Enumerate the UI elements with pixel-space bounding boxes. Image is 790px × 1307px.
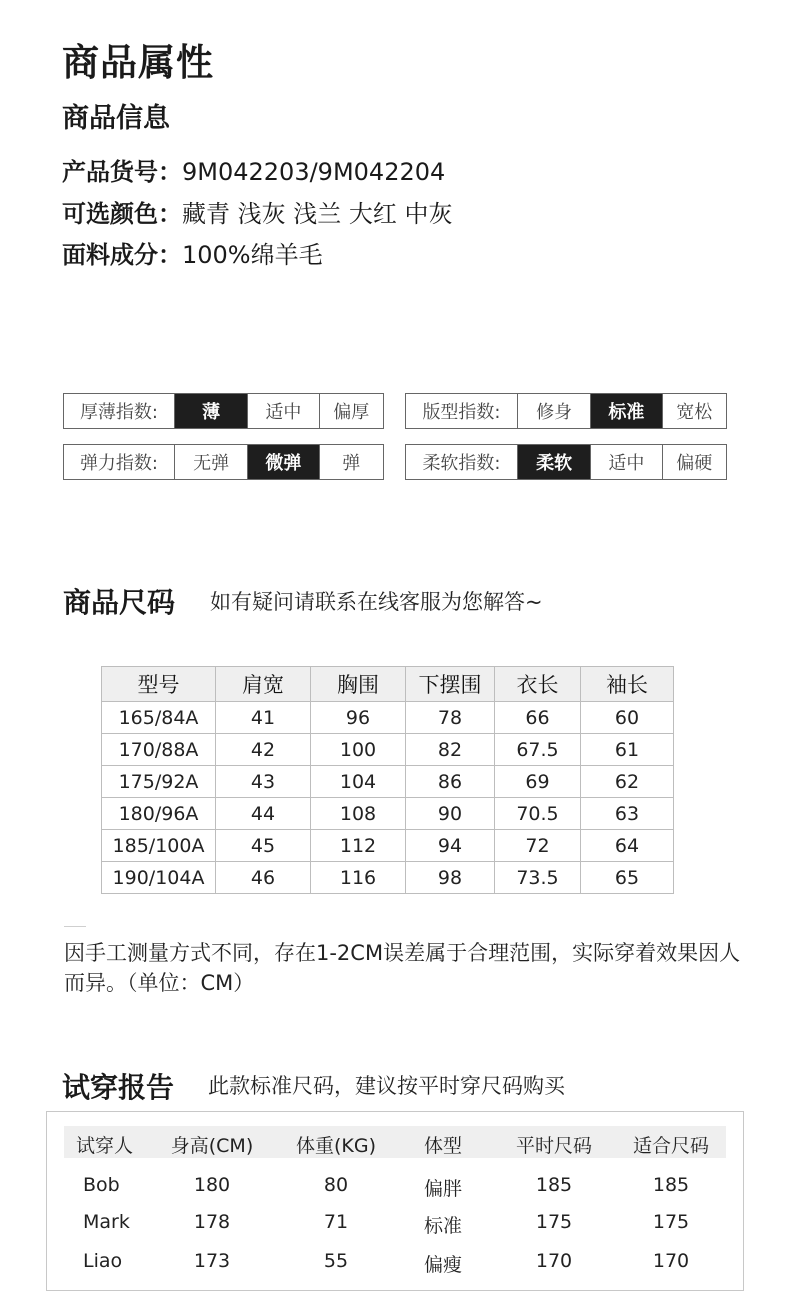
fitting-header-cell: 身高(CM): [170, 1135, 254, 1157]
size-cell: 46: [216, 862, 311, 894]
size-cell: 116: [311, 862, 406, 894]
index-thickness: [63, 393, 384, 429]
index-option: 微弹: [247, 445, 318, 479]
size-table-row: [102, 862, 674, 894]
index-label: 柔软指数:: [422, 453, 501, 474]
size-cell: 61: [581, 734, 674, 766]
index-option: 薄: [174, 394, 247, 428]
size-cell: 44: [216, 798, 311, 830]
size-table: [101, 666, 674, 894]
fitting-cell: 185: [535, 1174, 573, 1196]
size-cell: 104: [311, 766, 406, 798]
fitting-header-cell: 适合尺码: [632, 1135, 710, 1157]
size-cell: 73.5: [495, 862, 581, 894]
size-cell: 72: [495, 830, 581, 862]
size-cell: 69: [495, 766, 581, 798]
attr-sku: [62, 152, 445, 187]
size-cell: 100: [311, 734, 406, 766]
size-header-cell: 衣长: [495, 667, 581, 702]
attr-label: 可选颜色：: [62, 200, 182, 228]
size-cell: 41: [216, 702, 311, 734]
index-softness: [405, 444, 727, 480]
index-option: 标准: [590, 394, 661, 428]
size-table-row: [102, 734, 674, 766]
index-option: 偏硬: [662, 445, 726, 479]
size-cell: 66: [495, 702, 581, 734]
attr-fabric: [62, 235, 323, 270]
size-cell: 43: [216, 766, 311, 798]
index-fit: [405, 393, 727, 429]
attr-value: 藏青 浅灰 浅兰 大红 中灰: [182, 200, 453, 228]
index-option: 无弹: [174, 445, 247, 479]
attr-label: 产品货号：: [62, 158, 182, 186]
size-header-cell: 下摆围: [406, 667, 495, 702]
size-cell: 108: [311, 798, 406, 830]
fitting-header-cell: 体型: [423, 1135, 463, 1157]
index-option: 修身: [517, 394, 590, 428]
size-cell: 98: [406, 862, 495, 894]
size-cell: 175/92A: [102, 766, 216, 798]
size-table-row: [102, 830, 674, 862]
size-subtitle: 如有疑问请联系在线客服为您解答~: [210, 590, 543, 614]
index-option: 适中: [247, 394, 318, 428]
size-cell: 70.5: [495, 798, 581, 830]
size-cell: 165/84A: [102, 702, 216, 734]
fitting-cell: 标准: [423, 1215, 463, 1237]
size-cell: 94: [406, 830, 495, 862]
fitting-header-cell: 试穿人: [76, 1135, 134, 1157]
attr-colors: [62, 194, 453, 229]
fitting-cell: 178: [193, 1211, 231, 1233]
index-label: 弹力指数:: [79, 453, 159, 474]
divider: [64, 926, 86, 927]
size-header-cell: 型号: [102, 667, 216, 702]
fitting-cell: Bob: [83, 1174, 120, 1196]
size-cell: 67.5: [495, 734, 581, 766]
index-option: 宽松: [662, 394, 726, 428]
index-option: 适中: [590, 445, 661, 479]
fitting-subtitle: 此款标准尺码，建议按平时穿尺码购买: [208, 1074, 565, 1098]
size-cell: 96: [311, 702, 406, 734]
size-cell: 63: [581, 798, 674, 830]
index-label: 厚薄指数:: [79, 402, 159, 423]
fitting-cell: 55: [323, 1250, 349, 1272]
size-table-row: [102, 766, 674, 798]
info-heading: 商品信息: [62, 103, 170, 134]
size-cell: 170/88A: [102, 734, 216, 766]
size-title: 商品尺码: [63, 586, 176, 619]
fitting-header-bar: [64, 1126, 726, 1158]
size-cell: 42: [216, 734, 311, 766]
fitting-cell: 71: [323, 1211, 349, 1233]
attr-value: 100%绵羊毛: [182, 241, 323, 269]
size-cell: 190/104A: [102, 862, 216, 894]
index-option: 偏厚: [319, 394, 383, 428]
index-option: 柔软: [517, 445, 590, 479]
size-cell: 112: [311, 830, 406, 862]
fitting-cell: Mark: [83, 1211, 130, 1233]
index-label: 版型指数:: [422, 402, 501, 423]
fitting-cell: 170: [535, 1250, 573, 1272]
page-title: 商品属性: [62, 41, 214, 84]
fitting-cell: 175: [652, 1211, 690, 1233]
index-option: 弹: [319, 445, 383, 479]
fitting-cell: 173: [193, 1250, 231, 1272]
size-cell: 64: [581, 830, 674, 862]
size-table-row: [102, 702, 674, 734]
fitting-header-cell: 体重(KG): [295, 1135, 377, 1157]
fitting-title: 试穿报告: [62, 1071, 175, 1104]
fitting-cell: 175: [535, 1211, 573, 1233]
size-table-header: [102, 667, 674, 702]
fitting-cell: 180: [193, 1174, 231, 1196]
size-cell: 60: [581, 702, 674, 734]
size-cell: 78: [406, 702, 495, 734]
fitting-header-cell: 平时尺码: [515, 1135, 593, 1157]
attr-value: 9M042203/9M042204: [182, 158, 446, 186]
size-cell: 180/96A: [102, 798, 216, 830]
index-elasticity: [63, 444, 384, 480]
size-cell: 62: [581, 766, 674, 798]
fitting-cell: 偏胖: [423, 1178, 463, 1200]
size-cell: 82: [406, 734, 495, 766]
size-cell: 90: [406, 798, 495, 830]
size-table-row: [102, 798, 674, 830]
size-cell: 86: [406, 766, 495, 798]
size-cell: 65: [581, 862, 674, 894]
fitting-cell: Liao: [83, 1250, 123, 1272]
fitting-cell: 80: [323, 1174, 349, 1196]
size-cell: 45: [216, 830, 311, 862]
attr-label: 面料成分：: [62, 241, 182, 269]
size-header-cell: 胸围: [311, 667, 406, 702]
size-header-cell: 肩宽: [216, 667, 311, 702]
fitting-cell: 170: [652, 1250, 690, 1272]
fitting-cell: 偏瘦: [423, 1254, 463, 1276]
fitting-cell: 185: [652, 1174, 690, 1196]
size-cell: 185/100A: [102, 830, 216, 862]
size-note: 因手工测量方式不同，存在1-2CM误差属于合理范围，实际穿着效果因人而异。（单位：CM）: [64, 941, 741, 995]
size-header-cell: 袖长: [581, 667, 674, 702]
